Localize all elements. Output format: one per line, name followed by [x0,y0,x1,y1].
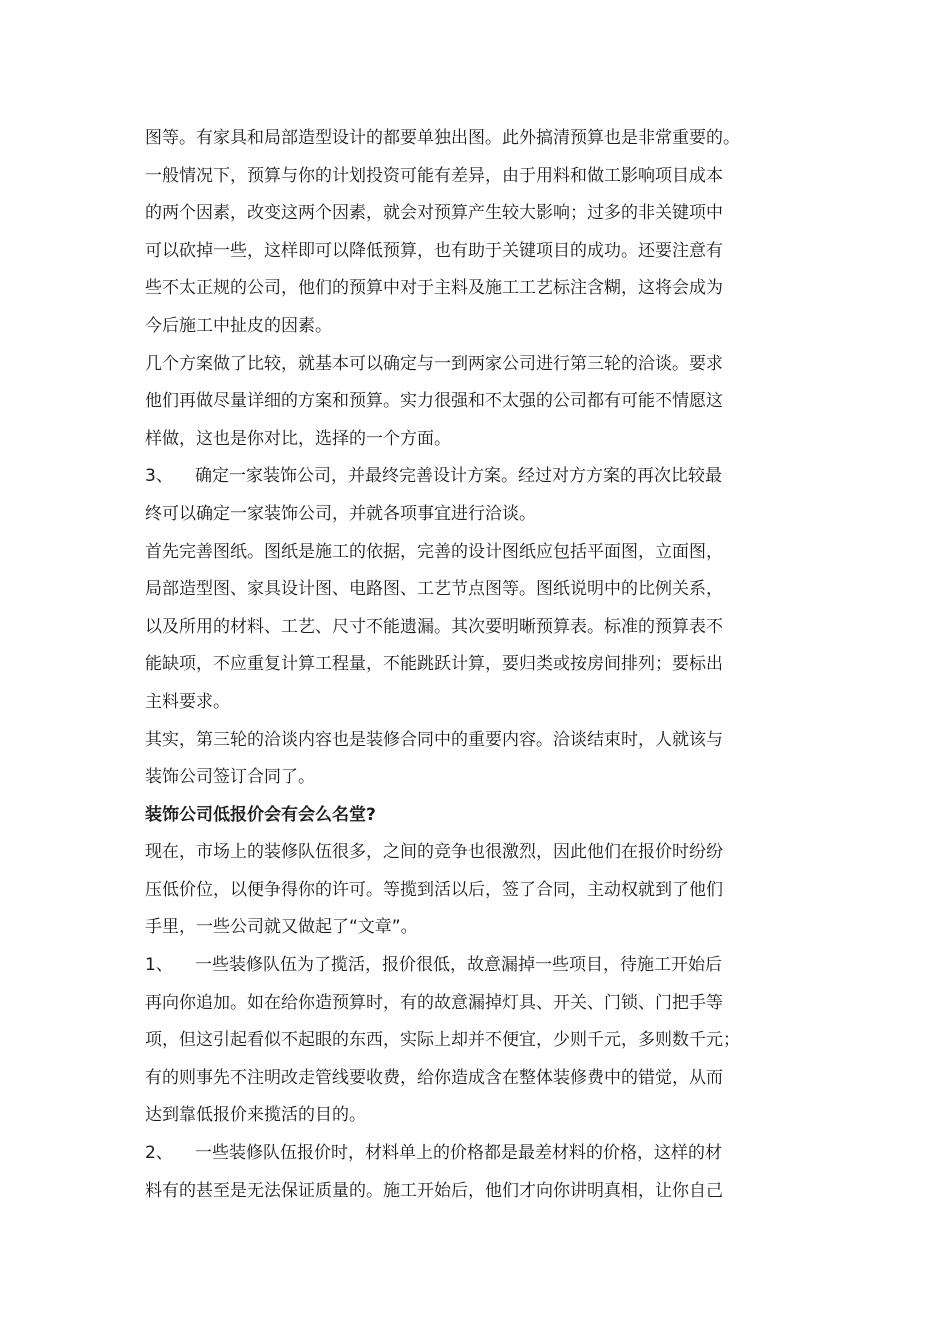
text-line: 一般情况下，预算与你的计划投资可能有差异，由于用料和做工影响项目成本 [145,165,723,186]
text-line: 其实，第三轮的洽谈内容也是装修合同中的重要内容。洽谈结束时，人就该与 [145,729,723,750]
text-line: 图等。有家具和局部造型设计的都要单独出图。此外搞清预算也是非常重要的。 [145,128,740,148]
text-line: 装饰公司签订合同了。 [145,767,315,788]
text-line: 终可以确定一家装饰公司，并就各项事宜进行洽谈。 [145,503,536,524]
text-line: 他们再做尽量详细的方案和预算。实力很强和不太强的公司都有可能不情愿这 [145,391,723,412]
text-line: 手里，一些公司就又做起了“文章”。 [145,917,418,938]
numbered-paragraph-line [145,1135,810,1173]
document-body [145,120,810,1210]
line-text: 确定一家装饰公司，并最终完善设计方案。经过对方方案的再次比较最 [195,466,722,487]
text-line: 可以砍掉一些，这样即可以降低预算，也有助于关键项目的成功。还要注意有 [145,240,723,261]
text-line: 达到靠低报价来揽活的目的。 [145,1105,366,1126]
text-line: 局部造型图、家具设计图、电路图、工艺节点图等。图纸说明中的比例关系， [145,579,723,600]
text-line: 能缺项，不应重复计算工程量，不能跳跃计算，要归类或按房间排列；要标出 [145,654,723,675]
list-number: 2、 [145,1143,173,1164]
text-line: 首先完善图纸。图纸是施工的依据，完善的设计图纸应包括平面图，立面图， [145,541,723,562]
line-text: 一些装修队伍为了揽活，报价很低，故意漏掉一些项目，待施工开始后 [195,955,722,976]
text-line: 再向你追加。如在给你造预算时，有的故意漏掉灯具、开关、门锁、门把手等 [145,992,723,1013]
text-line: 压低价位，以便争得你的许可。等揽到活以后，签了合同，主动权就到了他们 [145,879,723,900]
text-line: 几个方案做了比较，就基本可以确定与一到两家公司进行第三轮的洽谈。要求 [145,353,723,374]
section-heading: 装饰公司低报价会有会么名堂? [145,804,376,825]
numbered-paragraph-line [145,947,810,985]
text-line: 些不太正规的公司，他们的预算中对于主料及施工工艺标注含糊，这将会成为 [145,278,723,299]
text-line: 料有的甚至是无法保证质量的。施工开始后，他们才向你讲明真相，让你自己 [145,1180,723,1201]
text-line: 以及所用的材料、工艺、尺寸不能遗漏。其次要明晰预算表。标准的预算表不 [145,616,723,637]
line-text: 一些装修队伍报价时，材料单上的价格都是最差材料的价格，这样的材 [195,1143,722,1164]
text-line: 项，但这引起看似不起眼的东西，实际上却并不便宜，少则千元，多则数千元； [145,1030,740,1051]
list-number: 3、 [145,466,173,487]
text-line: 今后施工中扯皮的因素。 [145,315,332,336]
list-number: 1、 [145,955,173,976]
text-line: 主料要求。 [145,691,230,712]
text-line: 有的则事先不注明改走管线要收费，给你造成含在整体装修费中的错觉，从而 [145,1067,723,1088]
text-line: 现在，市场上的装修队伍很多，之间的竞争也很激烈，因此他们在报价时纷纷 [145,842,723,863]
text-line: 样做，这也是你对比，选择的一个方面。 [145,428,451,449]
numbered-paragraph-line [145,458,810,496]
text-line: 的两个因素，改变这两个因素，就会对预算产生较大影响；过多的非关键项中 [145,203,723,224]
